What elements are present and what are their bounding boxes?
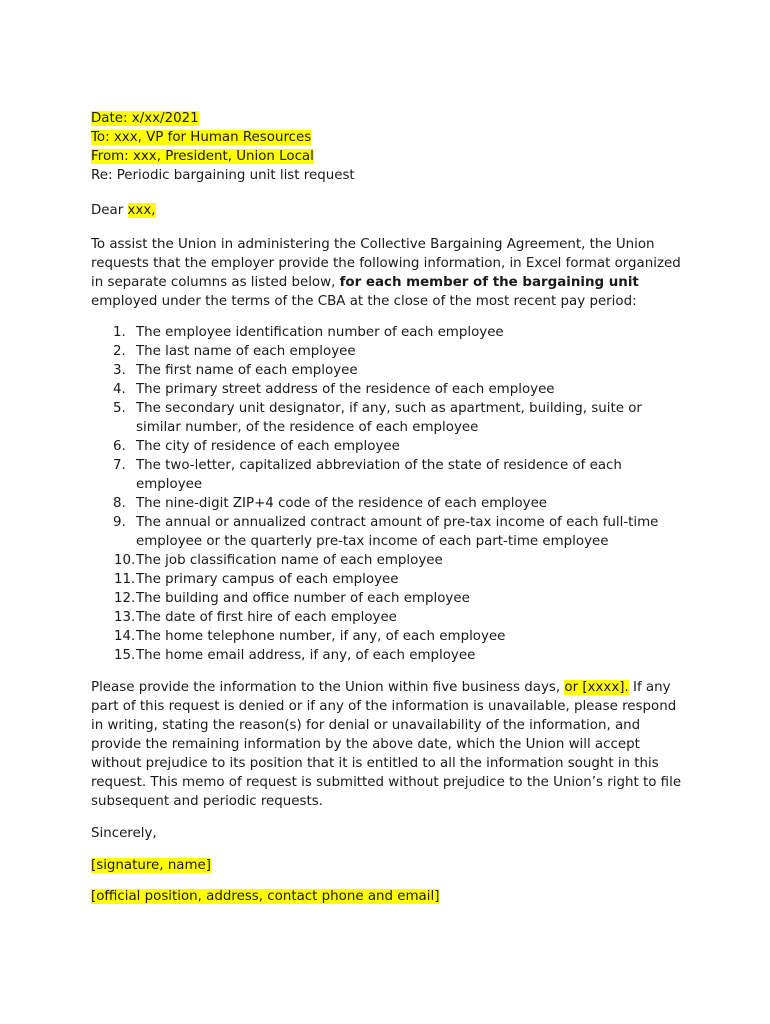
item-text: The primary campus of each employee (136, 572, 399, 587)
signature-placeholder: [signature, name] (91, 858, 212, 873)
letter-header (91, 109, 691, 185)
list-item (91, 323, 691, 342)
official-info-line (91, 887, 691, 906)
closing-part2: If any part of this request is denied or if any of the information is unavailable, please respond in writing, stating the reason(s) for denial or unavailability of the information, and provide the remaining information by the above date, which the Union will accept without prejudice to its position that it is entitled to all the information sought in this request. This memo of request is submitted without prejudice to the Union’s right to file subsequent and periodic requests. (91, 680, 682, 809)
item-number: 12. (114, 591, 136, 606)
signature-line (91, 856, 691, 875)
re-line (91, 166, 691, 185)
item-number: 9. (113, 515, 126, 530)
list-item (91, 570, 691, 589)
list-item (91, 513, 691, 551)
closing-paragraph (91, 678, 691, 811)
item-text: The nine-digit ZIP+4 code of the residence of each employee (136, 496, 548, 511)
greeting (91, 201, 691, 220)
item-text: The home telephone number, if any, of each employee (136, 629, 506, 644)
list-item (91, 589, 691, 608)
list-item (91, 608, 691, 627)
list-item (91, 399, 691, 437)
item-number: 13. (114, 610, 136, 625)
list-item (91, 437, 691, 456)
signoff: Sincerely, (91, 826, 157, 841)
intro-part2: employed under the terms of the CBA at the close of the most recent pay period: (91, 294, 637, 309)
item-number: 5. (113, 401, 126, 416)
letter-document (91, 109, 691, 906)
list-item (91, 380, 691, 399)
intro-bold: for each member of the bargaining unit (339, 275, 639, 290)
to-line (91, 128, 691, 147)
closing-part1: Please provide the information to the Union within five business days, (91, 680, 565, 695)
item-number: 15. (114, 648, 136, 663)
from-text: From: xxx, President, Union Local (91, 149, 314, 164)
list-item (91, 551, 691, 570)
list-item (91, 342, 691, 361)
greeting-name: xxx, (127, 203, 156, 218)
intro-paragraph (91, 235, 691, 311)
item-number: 2. (113, 344, 126, 359)
item-number: 1. (113, 325, 126, 340)
item-text: The last name of each employee (136, 344, 356, 359)
to-text: To: xxx, VP for Human Resources (91, 130, 312, 145)
list-item (91, 456, 691, 494)
item-text: The building and office number of each employee (136, 591, 470, 606)
intro-part1: To assist the Union in administering the Collective Bargaining Agreement, the Union requests that the employer provide the following information, in Excel format organized in separate columns as listed below, (91, 237, 681, 290)
item-text: The primary street address of the residence of each employee (136, 382, 555, 397)
re-text: Re: Periodic bargaining unit list request (91, 168, 355, 183)
list-item (91, 646, 691, 665)
requested-items-list (91, 323, 691, 665)
item-text: The two-letter, capitalized abbreviation of the state of residence of each employee (136, 458, 622, 492)
item-number: 10. (114, 553, 136, 568)
item-number: 3. (113, 363, 126, 378)
item-text: The first name of each employee (136, 363, 358, 378)
list-item (91, 627, 691, 646)
official-info-placeholder: [official position, address, contact phone and email] (91, 889, 440, 904)
from-line (91, 147, 691, 166)
item-text: The city of residence of each employee (136, 439, 400, 454)
greeting-prefix: Dear (91, 203, 128, 218)
item-text: The job classification name of each employee (136, 553, 443, 568)
item-number: 7. (113, 458, 126, 473)
date-text: Date: x/xx/2021 (91, 111, 199, 126)
item-number: 14. (114, 629, 136, 644)
date-line (91, 109, 691, 128)
list-item (91, 361, 691, 380)
item-text: The home email address, if any, of each employee (136, 648, 476, 663)
item-number: 6. (113, 439, 126, 454)
closing-highlight: or [xxxx]. (564, 680, 629, 695)
list-item (91, 494, 691, 513)
item-text: The secondary unit designator, if any, such as apartment, building, suite or similar number, of the residence of each employee (136, 401, 642, 435)
item-number: 4. (113, 382, 126, 397)
item-text: The date of first hire of each employee (136, 610, 397, 625)
item-number: 8. (113, 496, 126, 511)
item-text: The employee identification number of each employee (136, 325, 504, 340)
item-text: The annual or annualized contract amount of pre-tax income of each full-time employee or the quarterly pre-tax income of each part-time employee (136, 515, 659, 549)
item-number: 11. (114, 572, 136, 587)
